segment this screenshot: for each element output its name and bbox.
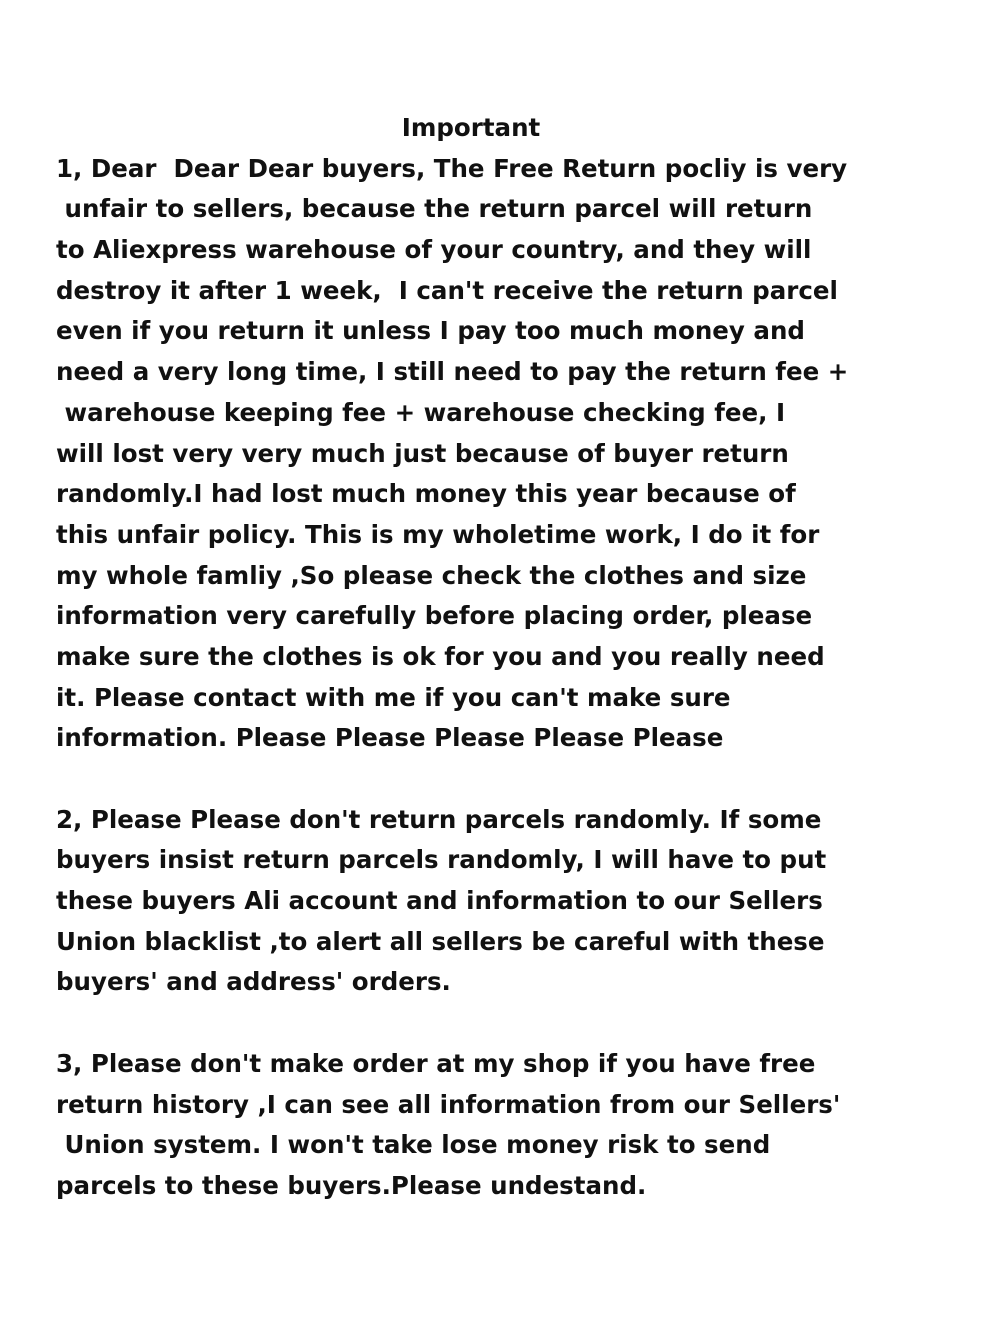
text-line: randomly.I had lost much money this year because of (56, 479, 796, 509)
text-line: even if you return it unless I pay too much money and (56, 316, 805, 346)
text-line: to Aliexpress warehouse of your country, and they will (56, 235, 812, 265)
text-line: buyers insist return parcels randomly, I will have to put (56, 845, 827, 875)
text-line: information very carefully before placing order, please (56, 601, 813, 631)
paragraph-spacer (56, 759, 936, 800)
text-line: buyers' and address' orders. (56, 967, 451, 997)
text-line: warehouse keeping fee + warehouse checking fee, I (56, 397, 786, 427)
text-line: need a very long time, I still need to pay the return fee + (56, 357, 849, 387)
text-line: these buyers Ali account and information to our Sellers (56, 886, 823, 916)
paragraph-1 (56, 149, 936, 759)
notice (56, 108, 936, 1207)
text-line: information. Please Please Please Please Please (56, 723, 724, 753)
text-line: my whole famliy ,So please check the clothes and size (56, 560, 807, 590)
text-line: unfair to sellers, because the return parcel will return (56, 194, 813, 224)
text-line: 1, Dear Dear Dear buyers, The Free Return pocliy is very (56, 153, 848, 183)
text-line: Union system. I won't take lose money risk to send (56, 1130, 771, 1160)
paragraph-spacer (56, 1003, 936, 1044)
text-line: will lost very very much just because of buyer return (56, 438, 789, 468)
text-line: destroy it after 1 week, I can't receive the return parcel (56, 275, 838, 305)
text-line: this unfair policy. This is my wholetime work, I do it for (56, 519, 820, 549)
text-line: parcels to these buyers.Please undestand. (56, 1170, 647, 1200)
text-line: make sure the clothes is ok for you and you really need (56, 641, 825, 671)
text-line: 3, Please don't make order at my shop if you have free (56, 1048, 816, 1078)
paragraph-3 (56, 1044, 936, 1207)
text-line: it. Please contact with me if you can't make sure (56, 682, 731, 712)
paragraph-2 (56, 800, 936, 1003)
text-line: Union blacklist ,to alert all sellers be careful with these (56, 926, 825, 956)
text-line: 2, Please Please don't return parcels randomly. If some (56, 804, 822, 834)
text-line: return history ,I can see all information from our Sellers' (56, 1089, 841, 1119)
notice-title: Important (401, 113, 541, 142)
